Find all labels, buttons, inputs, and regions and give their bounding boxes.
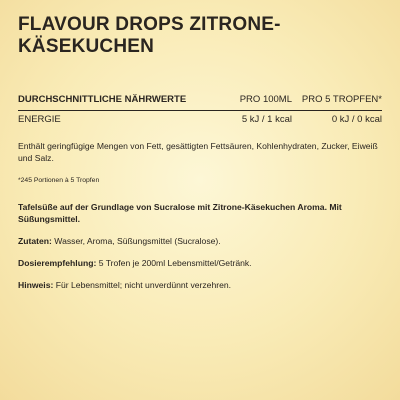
product-description: Tafelsüße auf der Grundlage von Sucralose mit Zitrone-Käsekuchen Aroma. Mit Süßungsmittel. [18,202,342,224]
nutrition-row-energy [18,111,382,126]
ingredients-line [18,235,382,247]
nutrition-header-label: DURCHSCHNITTLICHE NÄHRWERTE [18,94,187,105]
hint-line [18,279,382,291]
dosage-value: 5 Trofen je 200ml Lebensmittel/Getränk. [96,258,252,268]
nutrition-header-per-5-drops: PRO 5 TROPFEN* [301,94,382,105]
dosage-label: Dosierempfehlung: [18,258,97,268]
dosage-line [18,257,382,269]
servings-footnote: *245 Portionen à 5 Tropfen [18,177,100,184]
hint-label: Hinweis: [18,280,54,290]
nutrition-row-per-100ml: 5 kJ / 1 kcal [241,114,292,125]
nutrition-header-row [18,94,382,111]
product-info-panel [18,14,382,291]
nutrition-header-per-100ml: PRO 100ML [239,94,292,105]
nutrition-row-per-5-drops: 0 kJ / 0 kcal [331,114,382,125]
ingredients-label: Zutaten: [18,236,52,246]
product-title: FLAVOUR DROPS ZITRONE-KÄSEKUCHEN [18,14,281,57]
contains-note: Enthält geringfügige Mengen von Fett, gesättigten Fettsäuren, Kohlenhydraten, Zucker, Eiweiß und Salz. [18,141,378,163]
hint-value: Für Lebensmittel; nicht unverdünnt verzehren. [53,280,232,290]
ingredients-value: Wasser, Aroma, Süßungsmittel (Sucralose). [51,236,221,246]
nutrition-table [18,94,382,126]
nutrition-row-label: ENERGIE [18,114,61,125]
